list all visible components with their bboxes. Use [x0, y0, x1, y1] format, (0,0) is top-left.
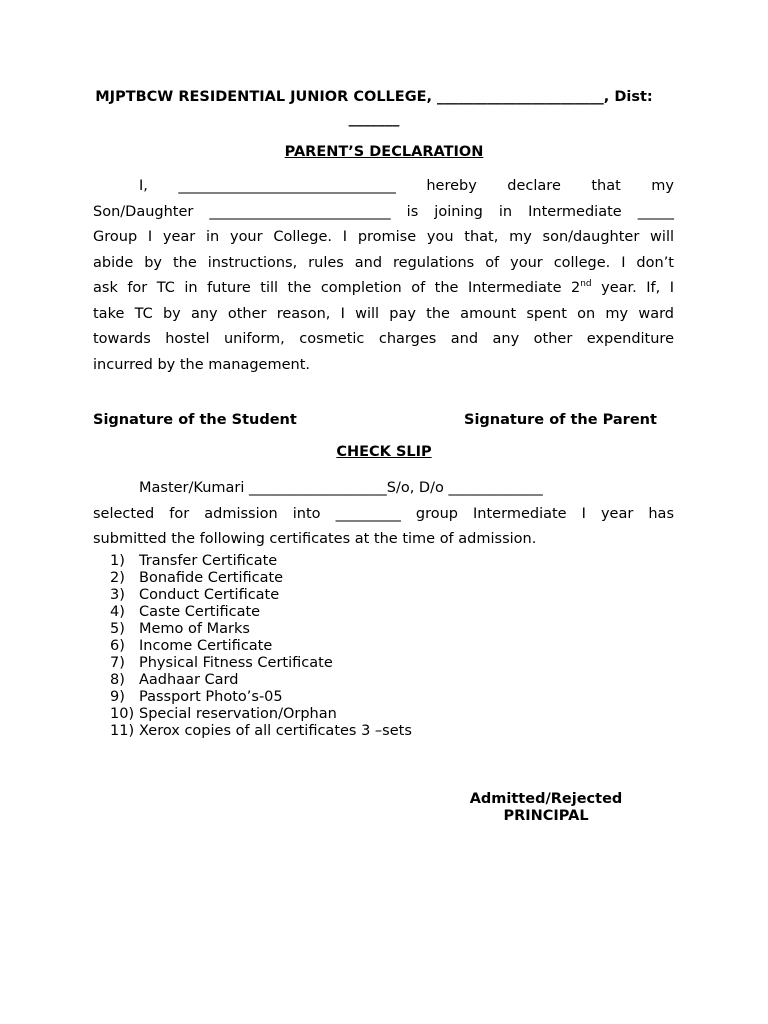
list-item: [110, 570, 412, 587]
list-item-number: 3): [110, 587, 125, 603]
check-slip-line: selected for admission into _________ group Intermediate I year has: [93, 505, 674, 522]
declaration-line5-start: ask for TC in future till the completion of the Intermediate 2: [93, 280, 581, 296]
declaration-line: Son/Daughter _________________________ is joining in Intermediate _____: [93, 203, 674, 220]
list-item-text: Xerox copies of all certificates 3 –sets: [139, 723, 412, 739]
certificate-list: [110, 553, 412, 740]
list-item: [110, 655, 412, 672]
list-item-text: Memo of Marks: [139, 621, 250, 637]
list-item-text: Income Certificate: [139, 638, 273, 654]
list-item: [110, 689, 412, 706]
list-item-text: Caste Certificate: [139, 604, 261, 620]
ordinal-superscript: nd: [580, 279, 592, 290]
declaration-paragraph: [93, 174, 674, 378]
declaration-line: abide by the instructions, rules and regulations of your college. I don’t: [93, 254, 674, 271]
list-item: [110, 672, 412, 689]
list-item-text: Aadhaar Card: [139, 672, 239, 688]
list-item: [110, 587, 412, 604]
list-item-number: 9): [110, 689, 125, 705]
declaration-last-line: incurred by the management.: [93, 356, 311, 373]
declaration-line: [93, 276, 674, 302]
declaration-line: I, ______________________________ hereby declare that my: [139, 178, 674, 194]
list-item-number: 2): [110, 570, 125, 586]
principal-block: [446, 791, 646, 825]
list-item-number: 10): [110, 706, 135, 722]
list-item: [110, 706, 412, 723]
college-header-line2: _______: [348, 111, 400, 127]
check-slip-line: submitted the following certificates at the time of admission.: [93, 531, 537, 547]
list-item-text: Physical Fitness Certificate: [139, 655, 333, 671]
list-item-number: 7): [110, 655, 125, 671]
list-item: [110, 638, 412, 655]
list-item-number: 1): [110, 553, 125, 569]
declaration-line: Group I year in your College. I promise you that, my son/daughter will: [93, 229, 674, 245]
list-item-text: Special reservation/Orphan: [139, 706, 337, 722]
list-item: [110, 621, 412, 638]
list-item-number: 11): [110, 723, 135, 739]
list-item-number: 6): [110, 638, 125, 654]
college-header: [74, 86, 674, 130]
declaration-title: PARENT’S DECLARATION: [284, 144, 484, 160]
list-item: [110, 553, 412, 570]
list-item-number: 5): [110, 621, 125, 637]
list-item: [110, 604, 412, 621]
declaration-line: towards hostel uniform, cosmetic charges and any other expenditure: [93, 331, 674, 347]
list-item: [110, 723, 412, 740]
parent-signature-label: Signature of the Parent: [464, 412, 657, 428]
student-signature-label: Signature of the Student: [93, 412, 297, 428]
admission-status-label: Admitted/Rejected: [469, 791, 623, 807]
list-item-text: Transfer Certificate: [139, 553, 278, 569]
declaration-line5-end: year. If, I: [591, 280, 674, 296]
check-slip-title: CHECK SLIP: [336, 444, 432, 460]
check-slip-line: Master/Kumari ___________________S/o, D/o _____________: [139, 480, 543, 496]
college-header-line1: MJPTBCW RESIDENTIAL JUNIOR COLLEGE, _______________________, Dist:: [95, 89, 653, 105]
list-item-number: 8): [110, 672, 125, 688]
principal-label: PRINCIPAL: [503, 808, 589, 824]
list-item-text: Bonafide Certificate: [139, 570, 284, 586]
check-slip-paragraph: [93, 476, 674, 553]
list-item-text: Passport Photo’s-05: [139, 689, 283, 705]
list-item-text: Conduct Certificate: [139, 587, 280, 603]
declaration-line: take TC by any other reason, I will pay the amount spent on my ward: [93, 305, 674, 322]
list-item-number: 4): [110, 604, 125, 620]
